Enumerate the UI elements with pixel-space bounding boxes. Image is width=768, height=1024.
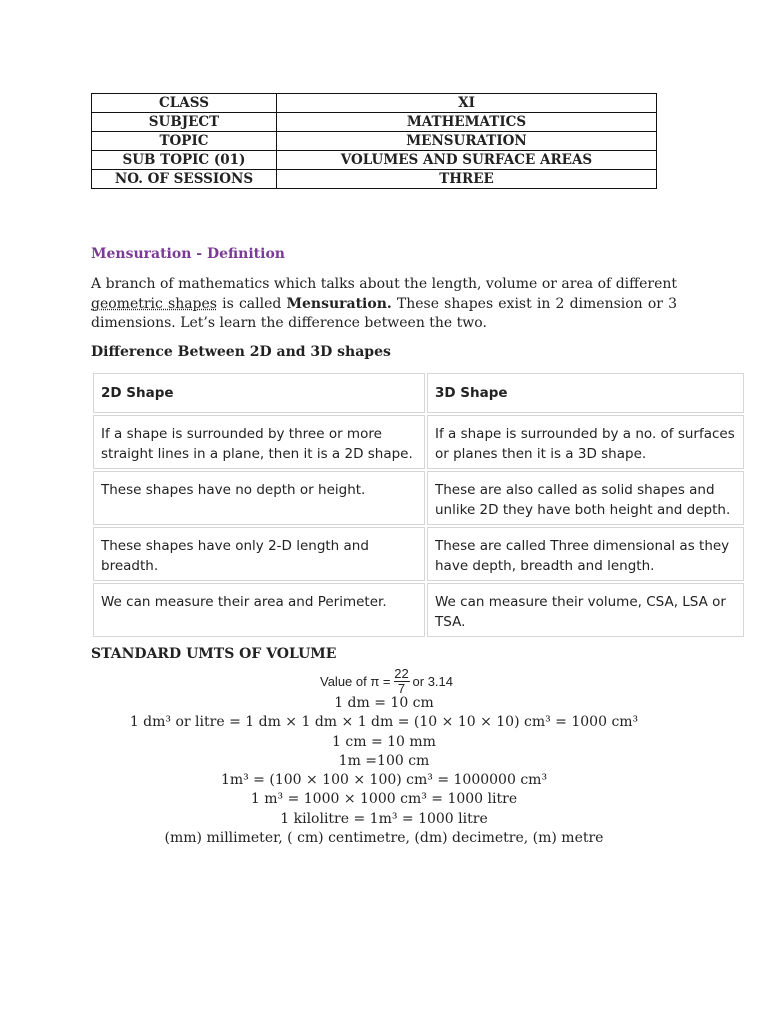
table-cell: If a shape is surrounded by three or more straight lines in a plane, then it is a 2D shape.: [93, 415, 425, 469]
table-row: [92, 132, 657, 151]
unit-line: (mm) millimeter, ( cm) centimetre, (dm) decimetre, (m) metre: [164, 830, 604, 847]
table-cell: These shapes have only 2-D length and breadth.: [93, 527, 425, 581]
pi-numerator: 22: [394, 665, 409, 681]
table-row: [92, 94, 657, 113]
pi-fraction: [394, 667, 410, 696]
table-cell: These are called Three dimensional as they have depth, breadth and length.: [427, 527, 744, 581]
info-value: MENSURATION: [277, 132, 657, 151]
unit-conversions: [0, 694, 768, 848]
table-cell: If a shape is surrounded by a no. of surfaces or planes then it is a 3D shape.: [427, 415, 744, 469]
units-heading: STANDARD UMTS OF VOLUME: [91, 646, 337, 662]
mensuration-term: Mensuration.: [286, 295, 392, 312]
unit-line: 1 kilolitre = 1m³ = 1000 litre: [280, 810, 488, 827]
table-cell: We can measure their area and Perimeter.: [93, 583, 425, 637]
table-row: [93, 415, 744, 469]
pi-denominator: 7: [397, 680, 406, 696]
table-row: [92, 113, 657, 132]
pi-prefix: Value of π =: [320, 673, 391, 689]
unit-line: 1 m³ = 1000 × 1000 cm³ = 1000 litre: [250, 791, 518, 808]
comparison-heading: Difference Between 2D and 3D shapes: [91, 344, 391, 360]
definition-heading: Mensuration - Definition: [91, 246, 285, 262]
geometric-shapes-link[interactable]: geometric shapes: [91, 295, 217, 312]
unit-line: 1 dm = 10 cm: [334, 695, 434, 711]
column-header-2d: 2D Shape: [93, 373, 425, 413]
info-key: NO. OF SESSIONS: [92, 170, 277, 189]
info-key: TOPIC: [92, 132, 277, 151]
definition-text-middle: is called: [217, 295, 287, 312]
pi-suffix: or 3.14: [412, 673, 454, 689]
table-cell: These are also called as solid shapes and unlike 2D they have both height and depth.: [427, 471, 744, 525]
table-row: [92, 170, 657, 189]
shapes-comparison-table: [91, 371, 746, 639]
info-key: CLASS: [92, 94, 277, 113]
table-cell: These shapes have no depth or height.: [93, 471, 425, 525]
unit-line: 1 cm = 10 mm: [332, 733, 436, 750]
table-row: [92, 151, 657, 170]
table-row: [93, 527, 744, 581]
class-info-table: [91, 93, 657, 189]
unit-line: 1 dm³ or litre = 1 dm × 1 dm × 1 dm = (10 × 10 × 10) cm³ = 1000 cm³: [129, 714, 639, 731]
table-row: [93, 583, 744, 637]
definition-paragraph: [91, 275, 677, 334]
column-header-3d: 3D Shape: [427, 373, 744, 413]
unit-line: 1m³ = (100 × 100 × 100) cm³ = 1000000 cm³: [220, 772, 548, 789]
table-row: [93, 471, 744, 525]
info-value: THREE: [277, 170, 657, 189]
definition-text-before: A branch of mathematics which talks about the length, volume or area of different: [91, 276, 677, 292]
info-key: SUBJECT: [92, 113, 277, 132]
table-cell: We can measure their volume, CSA, LSA or TSA.: [427, 583, 744, 637]
unit-line: 1m =100 cm: [338, 752, 430, 769]
definition-text-after: These shapes exist in 2 dimension or 3 dimensions. Let’s learn the difference between the two.: [91, 295, 677, 331]
info-value: MATHEMATICS: [277, 113, 657, 132]
table-header-row: [93, 373, 744, 413]
info-value: XI: [277, 94, 657, 113]
info-key: SUB TOPIC (01): [92, 151, 277, 170]
info-value: VOLUMES AND SURFACE AREAS: [277, 151, 657, 170]
